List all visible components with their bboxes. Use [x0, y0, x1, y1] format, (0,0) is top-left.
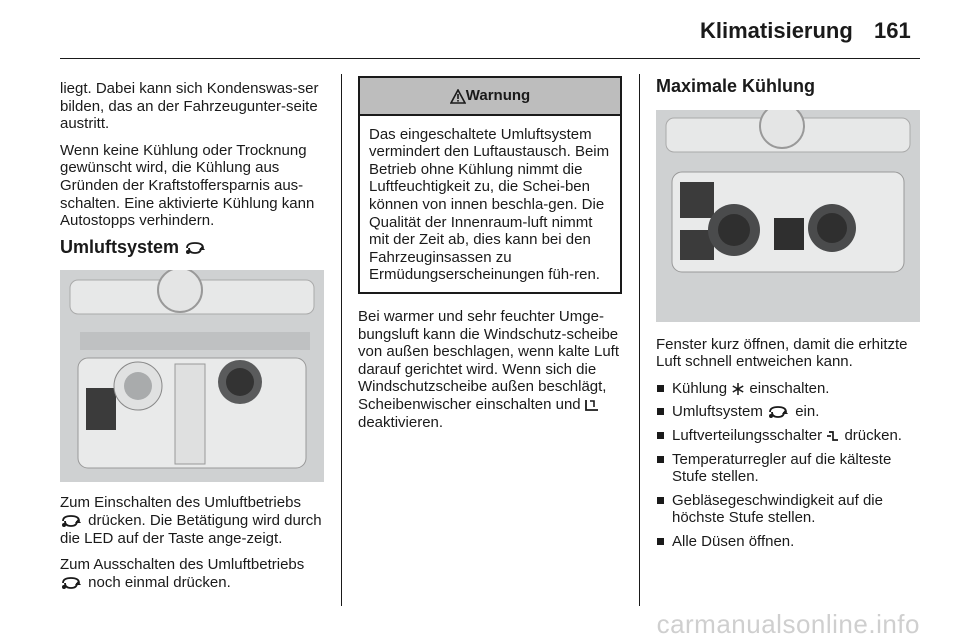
watermark: carmanualsonline.info	[656, 609, 920, 639]
climate-panel-photo	[60, 270, 324, 482]
list-item-text: Kühlung	[672, 379, 728, 397]
section-heading: Maximale Kühlung	[656, 76, 816, 96]
column-right	[656, 76, 922, 557]
list-item-text: einschalten.	[749, 379, 830, 397]
list-item-text: Luftverteilungsschalter	[672, 426, 823, 444]
paragraph	[60, 494, 326, 547]
column-divider	[341, 74, 342, 606]
chapter-title: Klimatisierung	[700, 18, 853, 43]
warning-text: Das eingeschaltete Umluftsystem vermindert den Luftaustausch. Beim Betrieb ohne Kühlung nimmt die Luftfeuchtigkeit zu, die Schei-ben können von innen beschla-gen. Die Qualität der Innenraum-luft nimmt mit der Zeit ab, dies kann bei den Fahrzeuginsassen zu Ermüdungserscheinungen füh-ren.	[369, 125, 610, 284]
column-divider	[639, 74, 640, 606]
paragraph-text: drücken. Die Betätigung wird durch die LED auf der Taste ange-zeigt.	[60, 511, 322, 547]
recirculation-icon	[60, 513, 84, 529]
paragraph-text: deaktivieren.	[358, 413, 444, 431]
warning-header	[360, 78, 620, 116]
list-item-text: Umluftsystem	[672, 403, 763, 421]
steps-list	[656, 380, 922, 551]
list-item	[656, 427, 922, 445]
recirculation-icon	[60, 575, 84, 591]
list-item-text: ein.	[795, 403, 820, 421]
air-distribution-icon	[826, 429, 840, 443]
paragraph	[60, 556, 326, 591]
windshield-defrost-icon	[585, 398, 599, 412]
warning-title: Warnung	[465, 87, 531, 104]
page-number: 161	[874, 18, 911, 43]
list-item-text: Alle Düsen öffnen.	[672, 532, 795, 550]
recirculation-icon	[767, 404, 791, 420]
list-item	[656, 533, 922, 551]
paragraph-text: noch einmal drücken.	[88, 573, 231, 591]
paragraph	[358, 308, 622, 431]
list-item	[656, 403, 922, 421]
ac-snowflake-icon	[731, 382, 745, 396]
section-heading-text: Umluftsystem	[60, 236, 180, 257]
list-item	[656, 492, 922, 527]
list-item-text: Temperaturregler auf die kälteste Stufe stellen.	[672, 450, 892, 486]
header-divider	[60, 58, 920, 59]
paragraph: Fenster kurz öffnen, damit die erhitzte Luft schnell entweichen kann.	[656, 335, 908, 371]
list-item	[656, 380, 922, 398]
warning-triangle-icon	[450, 89, 466, 104]
paragraph-text: Zum Ausschalten des Umluftbetriebs	[60, 556, 305, 574]
paragraph: liegt. Dabei kann sich Kondenswas-ser bilden, das an der Fahrzeugunter-seite austritt.	[60, 80, 319, 133]
paragraph-text: Zum Einschalten des Umluftbetriebs	[60, 494, 301, 512]
section-heading	[60, 236, 326, 257]
list-item-text: Gebläsegeschwindigkeit auf die höchste Stufe stellen.	[672, 491, 883, 527]
column-middle	[358, 76, 622, 440]
column-left	[60, 80, 326, 600]
paragraph: Wenn keine Kühlung oder Trocknung gewünscht wird, die Kühlung aus Gründen der Kraftstoffersparnis aus-schalten. Eine aktivierte Kühlung kann Autostopps verhindern.	[60, 141, 315, 230]
list-item-text: drücken.	[844, 426, 902, 444]
warning-box	[358, 76, 622, 294]
paragraph-text: Bei warmer und sehr feuchter Umge-bungsluft kann die Windschutz-scheibe von außen beschlagen, wenn kalte Luft darauf gerichtet wird. Wenn sich die Windschutzscheibe außen beschlägt, Scheibenwischer einschalten und	[358, 307, 620, 413]
list-item	[656, 451, 922, 486]
recirculation-icon	[184, 240, 208, 256]
climate-panel-photo	[656, 110, 920, 322]
